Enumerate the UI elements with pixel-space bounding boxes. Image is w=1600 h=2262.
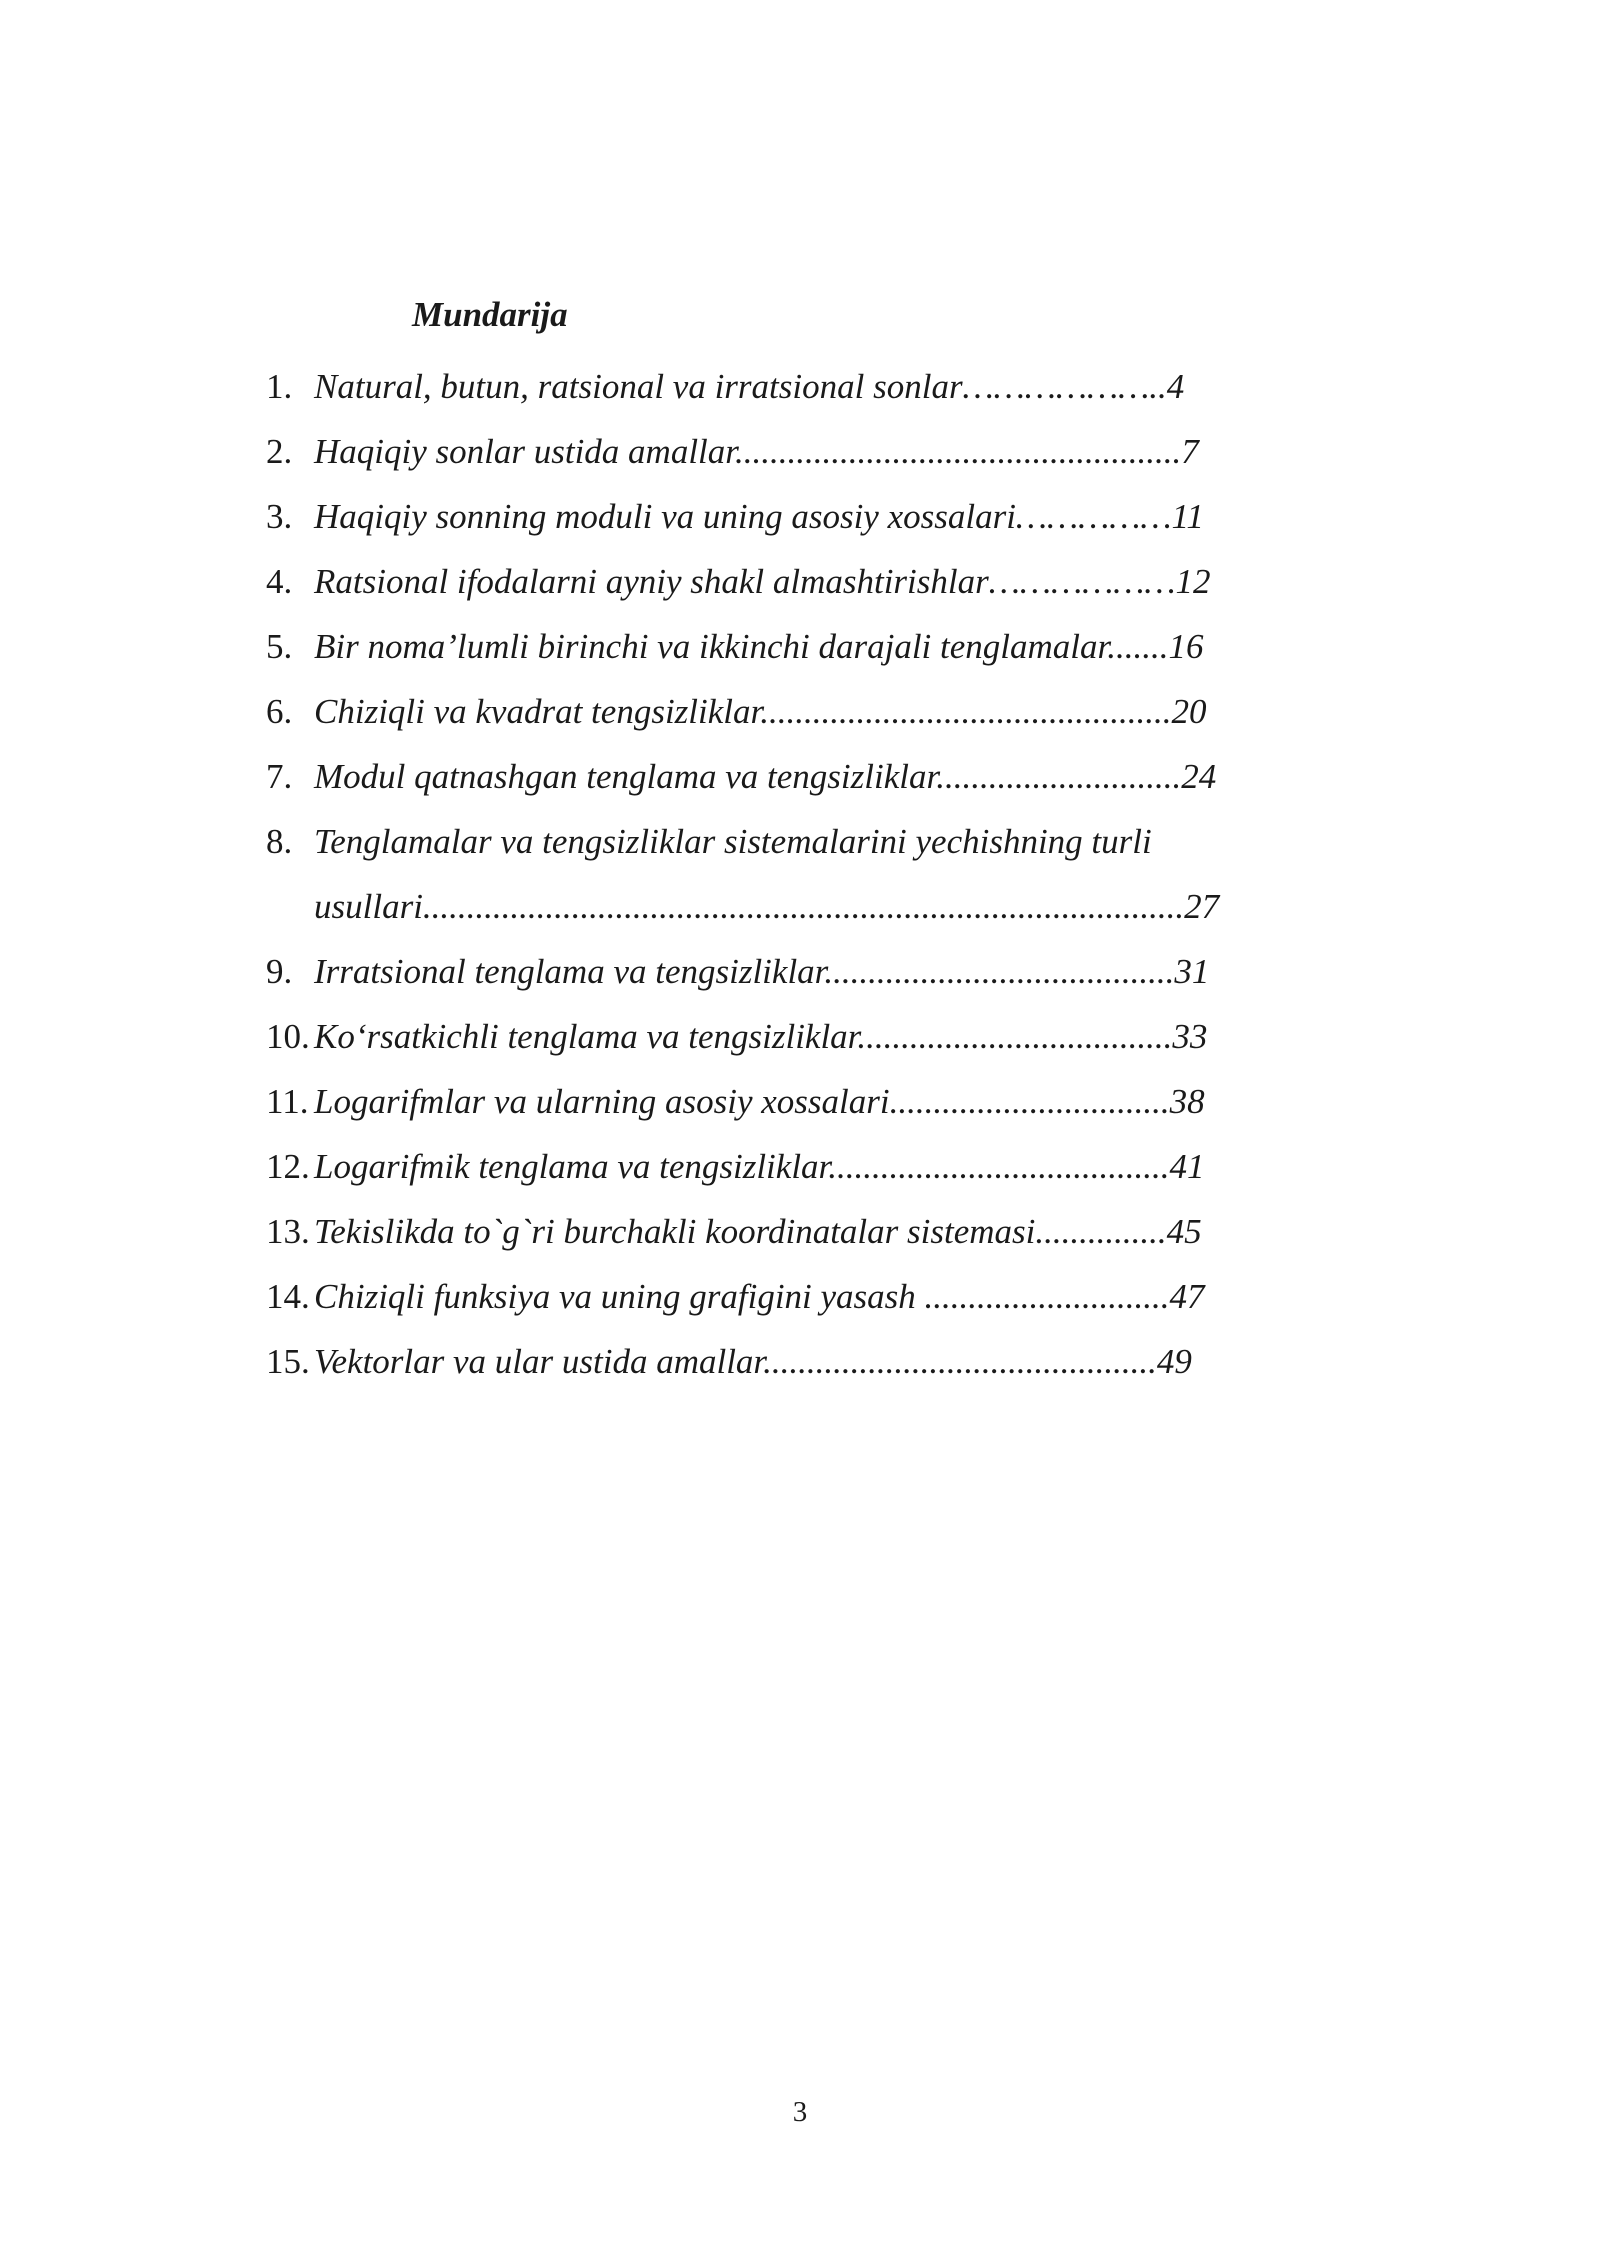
toc-entry-text: Bir noma’lumli birinchi va ikkinchi darajali tenglamalar.......16 [314, 627, 1204, 666]
toc-entry-text: Ko‘rsatkichli tenglama va tengsizliklar....................................33 [314, 1017, 1208, 1056]
toc-entry-number: 4. [266, 562, 293, 601]
toc-entry-number: 5. [266, 627, 293, 666]
toc-entry-number: 8. [266, 822, 293, 861]
toc-entry [266, 939, 1296, 1004]
toc-entry [266, 1199, 1296, 1264]
toc-entry [266, 1004, 1296, 1069]
toc-entry-text: Chiziqli va kvadrat tengsizliklar...............................................20 [314, 692, 1207, 731]
toc-entry [266, 614, 1296, 679]
toc-entry-text: Haqiqiy sonning moduli va uning asosiy xossalari……………11 [314, 497, 1204, 536]
toc-entry [266, 1329, 1296, 1394]
toc-entry [266, 1134, 1296, 1199]
toc-entry-number: 13. [266, 1212, 310, 1251]
toc-entry-text-continuation: usullari.......................................................................................27 [314, 887, 1220, 926]
toc-entry-number: 12. [266, 1147, 310, 1186]
toc-entry [266, 744, 1296, 809]
toc-entry-number: 2. [266, 432, 293, 471]
toc-entry-text: Logarifmlar va ularning asosiy xossalari................................38 [314, 1082, 1205, 1121]
toc-entry-text: Irratsional tenglama va tengsizliklar........................................31 [314, 952, 1210, 991]
toc-entry-number: 14. [266, 1277, 310, 1316]
toc-entry-text: Chiziqli funksiya va uning grafigini yasash ............................47 [314, 1277, 1205, 1316]
toc-entry [266, 679, 1296, 744]
toc-entry [266, 484, 1296, 549]
toc-entry-number: 9. [266, 952, 293, 991]
table-of-contents [266, 354, 1296, 1394]
toc-entry-number: 11. [266, 1082, 309, 1121]
toc-entry-number: 1. [266, 367, 293, 406]
toc-entry-text: Tekislikda to`g`ri burchakli koordinatalar sistemasi...............45 [314, 1212, 1202, 1251]
toc-entry [266, 1264, 1296, 1329]
toc-entry-text: Logarifmik tenglama va tengsizliklar.......................................41 [314, 1147, 1205, 1186]
toc-entry-number: 3. [266, 497, 293, 536]
toc-entry-text: Tenglamalar va tengsizliklar sistemalarini yechishning turli [314, 822, 1152, 861]
toc-entry-number: 10. [266, 1017, 310, 1056]
toc-entry-number: 15. [266, 1342, 310, 1381]
toc-entry-text-block [314, 809, 1219, 939]
toc-entry-number: 6. [266, 692, 293, 731]
toc-entry [266, 1069, 1296, 1134]
toc-entry [266, 354, 1296, 419]
toc-entry-number: 7. [266, 757, 293, 796]
toc-entry [266, 549, 1296, 614]
toc-title: Mundarija [412, 295, 568, 334]
toc-entry-text: Haqiqiy sonlar ustida amallar...................................................7 [314, 432, 1199, 471]
toc-entry-text: Natural, butun, ratsional va irratsional sonlar………………..4 [314, 367, 1185, 406]
toc-entry [266, 419, 1296, 484]
toc-entry-text: Ratsional ifodalarni ayniy shakl almashtirishlar………………12 [314, 562, 1211, 601]
page-number: 3 [792, 2096, 808, 2128]
toc-entry-text: Vektorlar va ular ustida amallar.............................................49 [314, 1342, 1192, 1381]
toc-entry [266, 809, 1296, 939]
toc-entry-text: Modul qatnashgan tenglama va tengsizliklar............................24 [314, 757, 1217, 796]
